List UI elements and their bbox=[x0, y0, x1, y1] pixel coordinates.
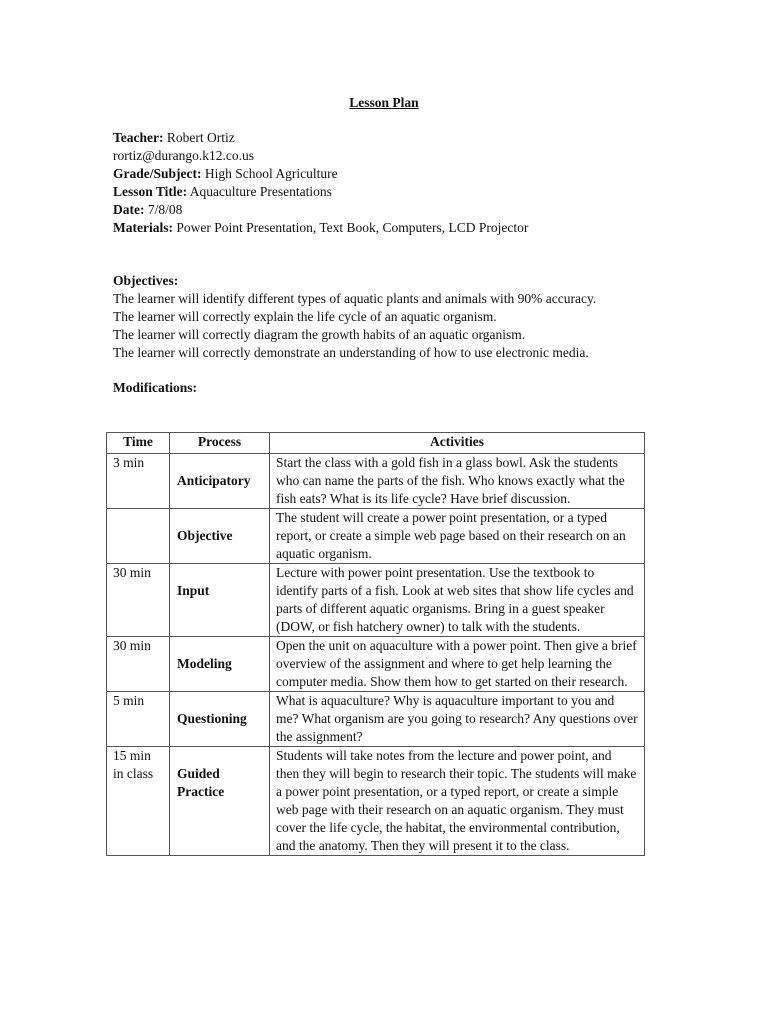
table-header-row bbox=[107, 433, 645, 454]
process-cell bbox=[170, 747, 270, 856]
date-value: 7/8/08 bbox=[147, 202, 183, 217]
table-row bbox=[107, 564, 645, 637]
table-row bbox=[107, 454, 645, 509]
process-label: Questioning bbox=[177, 711, 247, 726]
process-label: Anticipatory bbox=[177, 473, 251, 488]
time-cell: 3 min bbox=[107, 454, 170, 509]
teacher-label: Teacher: bbox=[113, 130, 164, 145]
time-cell: 30 min bbox=[107, 637, 170, 692]
objectives-heading: Objectives: bbox=[113, 273, 179, 288]
time-cell: 5 min bbox=[107, 692, 170, 747]
date-row bbox=[113, 201, 528, 219]
email-value: rortiz@durango.k12.co.us bbox=[113, 148, 255, 163]
objective-item: The learner will identify different types of aquatic plants and animals with 90% accuracy. bbox=[113, 291, 597, 306]
table-row bbox=[107, 747, 645, 856]
activities-cell: What is aquaculture? Why is aquaculture important to you and me? What organism are you going to research? Any questions over the assignment? bbox=[270, 692, 645, 747]
time-cell: 15 min in class bbox=[107, 747, 170, 856]
teacher-value: Robert Ortiz bbox=[166, 130, 235, 145]
process-label: Objective bbox=[177, 528, 233, 543]
modifications-heading: Modifications: bbox=[113, 380, 197, 395]
table-row bbox=[107, 692, 645, 747]
materials-value: Power Point Presentation, Text Book, Computers, LCD Projector bbox=[176, 220, 529, 235]
process-label: Input bbox=[177, 583, 210, 598]
activities-table bbox=[106, 432, 645, 856]
process-label: Modeling bbox=[177, 656, 232, 671]
objectives-section bbox=[113, 272, 596, 362]
process-label: Guided Practice bbox=[177, 766, 225, 799]
grade-row bbox=[113, 165, 528, 183]
teacher-row bbox=[113, 129, 528, 147]
process-cell bbox=[170, 509, 270, 564]
time-cell: 30 min bbox=[107, 564, 170, 637]
grade-value: High School Agriculture bbox=[204, 166, 338, 181]
objective-item: The learner will correctly demonstrate an understanding of how to use electronic media. bbox=[113, 345, 589, 360]
header-info bbox=[113, 129, 528, 237]
table-row bbox=[107, 509, 645, 564]
process-cell bbox=[170, 692, 270, 747]
process-cell bbox=[170, 637, 270, 692]
process-cell bbox=[170, 454, 270, 509]
email-row bbox=[113, 147, 528, 165]
header-activities: Activities bbox=[270, 433, 645, 454]
date-label: Date: bbox=[113, 202, 145, 217]
table-row bbox=[107, 637, 645, 692]
lesson-label: Lesson Title: bbox=[113, 184, 188, 199]
lesson-row bbox=[113, 183, 528, 201]
activities-cell: Lecture with power point presentation. Use the textbook to identify parts of a fish. Look at web sites that show life cycles and parts of different aquatic organisms. Bring in a guest speaker (DOW, or fish hatchery owner) to talk with the students. bbox=[270, 564, 645, 637]
objective-item: The learner will correctly explain the life cycle of an aquatic organism. bbox=[113, 309, 497, 324]
header-process: Process bbox=[170, 433, 270, 454]
time-cell bbox=[107, 509, 170, 564]
activities-cell: Start the class with a gold fish in a glass bowl. Ask the students who can name the parts of the fish. Who knows exactly what the fish eats? What is its life cycle? Have brief discussion. bbox=[270, 454, 645, 509]
page-title: Lesson Plan bbox=[349, 95, 419, 110]
activities-cell: Students will take notes from the lecture and power point, and then they will begin to research their topic. The students will make a power point presentation, or a typed report, or create a simple web page with their research on an aquatic organism. They must cover the life cycle, the habitat, the environmental contribution, and the anatomy. Then they will present it to the class. bbox=[270, 747, 645, 856]
lesson-value: Aquaculture Presentations bbox=[189, 184, 332, 199]
process-cell bbox=[170, 564, 270, 637]
activities-cell: The student will create a power point presentation, or a typed report, or create a simple web page based on their research on an aquatic organism. bbox=[270, 509, 645, 564]
grade-label: Grade/Subject: bbox=[113, 166, 202, 181]
objective-item: The learner will correctly diagram the growth habits of an aquatic organism. bbox=[113, 327, 526, 342]
materials-label: Materials: bbox=[113, 220, 173, 235]
activities-cell: Open the unit on aquaculture with a power point. Then give a brief overview of the assignment and where to get help learning the computer media. Show them how to get started on their research. bbox=[270, 637, 645, 692]
header-time: Time bbox=[107, 433, 170, 454]
materials-row bbox=[113, 219, 528, 237]
